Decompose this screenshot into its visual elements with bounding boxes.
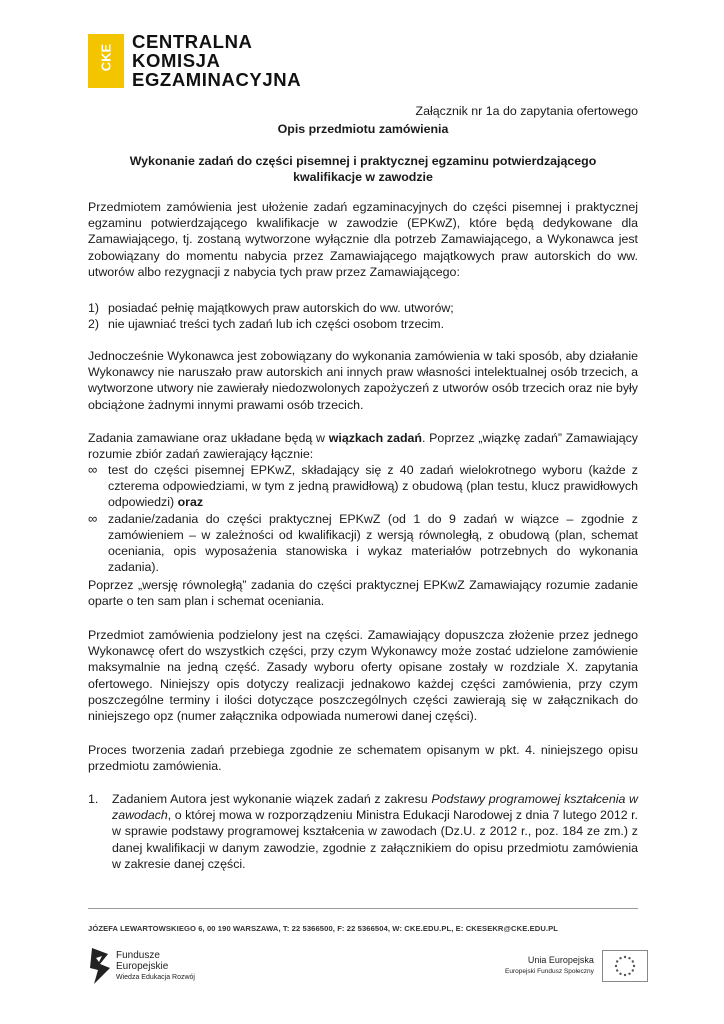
footer-address: JÓZEFA LEWARTOWSKIEGO 6, 00 190 WARSZAWA, T: 22 5366500, F: 22 5366504, W: CKE.EDU.PL, E: CKESEKR@CKE.EDU.PL bbox=[88, 924, 559, 933]
text-span: . Poprzez „wiązkę zadań” Zamawiający rozumie zbiór zadań zawierający łącznie: bbox=[88, 431, 638, 462]
cke-logo-text bbox=[132, 32, 301, 89]
list-item-text bbox=[108, 462, 638, 511]
numbered-list bbox=[88, 791, 638, 872]
cke-logo-initials: CKE bbox=[98, 43, 114, 71]
list-item bbox=[88, 316, 638, 332]
list-item bbox=[88, 462, 638, 511]
fe-line: Europejskie bbox=[116, 960, 169, 972]
cke-logo bbox=[88, 32, 301, 89]
list-item-text: nie ujawniać treści tych zadań lub ich części osobom trzecim. bbox=[108, 317, 445, 332]
text-span: Zadania zamawiane oraz układane będą w bbox=[88, 431, 329, 445]
cke-logo-mark bbox=[88, 34, 124, 88]
document-title: Opis przedmiotu zamówienia bbox=[277, 122, 449, 136]
text-span: , o której mowa w rozporządzeniu Ministra Edukacji Narodowej z dnia 7 lutego 2012 r. w sprawie podstawy programowej kształcenia w zawodach (Dz.U. z 2012 r., poz. 184 ze zm.) z danej kwalifikacji w danym zawodzie, zgodnie z załącznikiem do opisu przedmiotu zamówienia w zakresie danej części. bbox=[112, 808, 638, 871]
text-span: test do części pisemnej EPKwZ, składający się z 40 zadań wielokrotnego wyboru (każde z czterema odpowiedziami, w tym z jedną prawidłową) z obudową (plan testu, klucz prawidłowych odpowiedzi) bbox=[108, 463, 638, 510]
paragraph-contractor-obligations: Jednocześnie Wykonawca jest zobowiązany do wykonania zamówienia w taki sposób, aby działanie Wykonawcy nie naruszało praw autorskich ani innych praw własności intelektualnej osób trzecich, a wytworzone utwory nie zawierały niedozwolonych zapożyczeń z utworów osób trzecich oraz nie były obciążone żadnymi innymi prawami osób trzecich. bbox=[88, 349, 638, 412]
eu-flag-icon bbox=[602, 950, 648, 982]
fe-line: Wiedza Edukacja Rozwój bbox=[116, 973, 195, 981]
fe-text bbox=[116, 950, 195, 983]
list-item bbox=[88, 791, 638, 872]
eu-logo bbox=[505, 950, 648, 982]
eu-stars-icon bbox=[603, 951, 647, 981]
eu-text bbox=[505, 954, 594, 978]
annex-label: Załącznik nr 1a do zapytania ofertowego bbox=[415, 104, 638, 118]
paragraph-process: Proces tworzenia zadań przebiega zgodnie ze schematem opisanym w pkt. 4. niniejszego opisu przedmiotu zamówienia. bbox=[88, 743, 638, 774]
bold-term: wiązkach zadań bbox=[328, 431, 422, 445]
list-item-number: 2) bbox=[88, 317, 100, 332]
list-item-text bbox=[112, 791, 638, 872]
logo-line: CENTRALNA bbox=[132, 31, 253, 52]
fundusze-europejskie-logo bbox=[88, 946, 195, 986]
infinity-bullet-icon: ∞ bbox=[88, 462, 98, 477]
list-item-text: zadanie/zadania do części praktycznej EPKwZ (od 1 do 9 zadań w wiązce – zgodnie z zamówieniem – w zależności od kwalifikacji) z wersją równoległą, z obudową (plan, schemat oceniania, opis wyposażenia stanowiska i wykaz materiałów potrzebnych do wykonania zadania). bbox=[108, 511, 638, 575]
eu-line: Unia Europejska bbox=[527, 955, 594, 965]
fe-star-icon bbox=[88, 946, 112, 986]
paragraph-parts: Przedmiot zamówienia podzielony jest na części. Zamawiający dopuszcza złożenie przez jednego Wykonawcę ofert do wszystkich części, przy czym Wykonawcy może zostać udzielone zamówienie maksymalnie na jedną część. Zasady wyboru oferty opisane zostały w rozdziale X. zapytania ofertowego. Niniejszy opis dotyczy realizacji jednakowo każdej części zamówienia, przy czym poszczególne terminy i ilości dotyczące poszczególnych części zawierają się w załącznikach do niniejszego opz (numer załącznika odpowiada numerowi danej części). bbox=[88, 628, 638, 724]
list-item bbox=[88, 300, 638, 316]
infinity-bullet-icon: ∞ bbox=[88, 510, 98, 526]
list-item-text: posiadać pełnię majątkowych praw autorskich do ww. utworów; bbox=[108, 301, 454, 315]
obligations-list bbox=[88, 300, 638, 332]
fe-line: Fundusze bbox=[116, 949, 160, 961]
text-span: Zadaniem Autora jest wykonanie wiązek zadań z zakresu bbox=[112, 792, 432, 806]
paragraph-parallel-version: Poprzez „wersję równoległą” zadania do części praktycznej EPKwZ Zamawiający rozumie zadanie oparte o ten sam plan i schemat oceniania. bbox=[88, 578, 638, 609]
bundle-contents-list bbox=[88, 462, 638, 575]
italic-term: Podstawy programowej kształcenia w zawodach bbox=[112, 792, 638, 823]
logo-line: EGZAMINACYJNA bbox=[132, 69, 302, 90]
paragraph-subject: Przedmiotem zamówienia jest ułożenie zadań egzaminacyjnych do części pisemnej i praktycznej egzaminu potwierdzającego kwalifikacje w zawodzie (EPKwZ), które będą dedykowane dla Zamawiającego, tj. zostaną wytworzone wyłącznie dla potrzeb Zamawiającego, a Wykonawca jest zobowiązany do momentu nabycia przez Zamawiającego majątkowych praw autorskich do ww. utworów albo rezygnacji z nabycia tych praw przez Zamawiającego: bbox=[88, 200, 638, 279]
bold-term: oraz bbox=[177, 495, 204, 510]
paragraph-task-bundles bbox=[88, 430, 638, 462]
footer-divider bbox=[88, 908, 638, 909]
eu-line: Europejski Fundusz Społeczny bbox=[505, 968, 594, 975]
list-item-number: 1. bbox=[88, 792, 99, 806]
list-item bbox=[88, 511, 638, 576]
logo-line: KOMISJA bbox=[132, 50, 221, 71]
list-item-number: 1) bbox=[88, 301, 100, 315]
document-subtitle: Wykonanie zadań do części pisemnej i praktycznej egzaminu potwierdzającego kwalifikacje w zawodzie bbox=[129, 154, 597, 185]
